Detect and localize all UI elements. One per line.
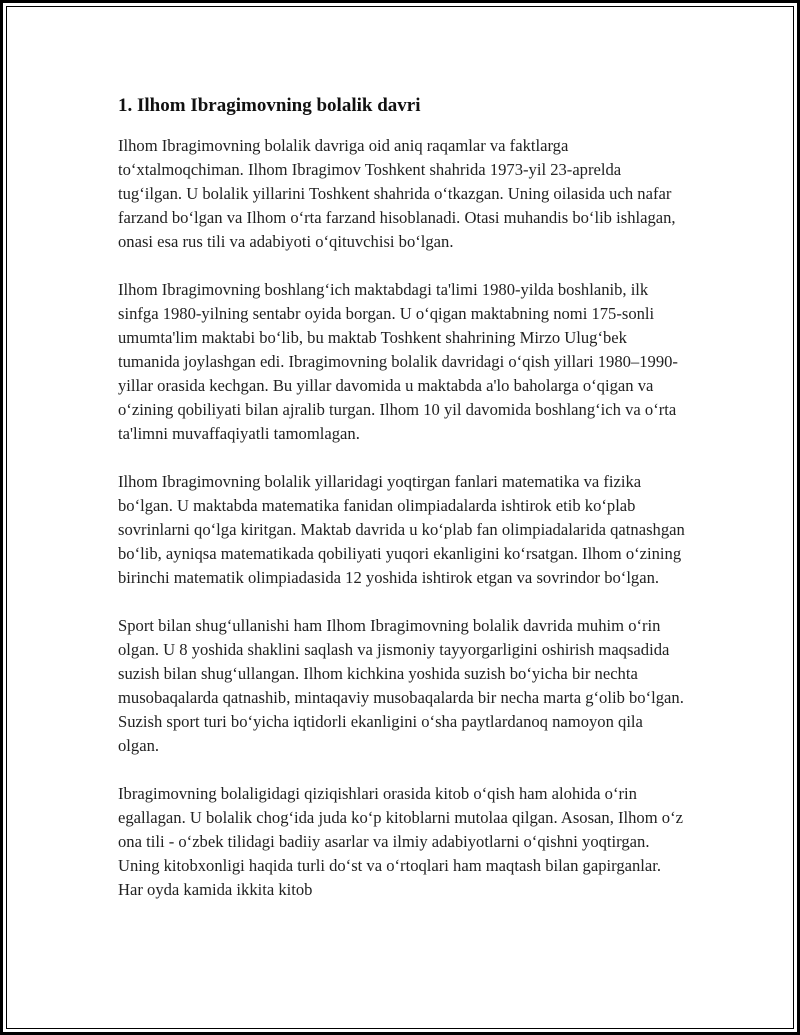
paragraph-2: Ilhom Ibragimovning boshlang‘ich maktabdagi ta'limi 1980-yilda boshlanib, ilk sinfga 1980-yilning sentabr oyida borgan. U o‘qigan maktabning nomi 175-sonli umumta'lim maktabi bo‘lib, bu maktab Toshkent shahrining Mirzo Ulug‘bek tumanida joylashgan edi. Ibragimovning bolalik davridagi o‘qish yillari 1980–1990-yillar orasida kechgan. Bu yillar davomida u maktabda a'lo baholarga o‘qigan va o‘zining qobiliyati bilan ajralib turgan. Ilhom 10 yil davomida boshlang‘ich va o‘rta ta'limni muvaffaqiyatli tamomlagan. — [118, 280, 678, 443]
section-heading: 1. Ilhom Ibragimovning bolalik davri — [118, 95, 421, 116]
paragraph-4: Sport bilan shug‘ullanishi ham Ilhom Ibragimovning bolalik davrida muhim o‘rin olgan. U 8 yoshida shaklini saqlash va jismoniy tayyorgarligini oshirish maqsadida suzish bilan shug‘ullangan. Ilhom kichkina yoshida suzish bo‘yicha bir nechta musobaqalarda qatnashib, mintaqaviy musobaqalarda bir necha marta g‘olib bo‘lgan. Suzish sport turi bo‘yicha iqtidorli ekanligini o‘sha paytlardanoq namoyon qila olgan. — [118, 616, 684, 755]
paragraph-1: Ilhom Ibragimovning bolalik davriga oid aniq raqamlar va faktlarga to‘xtalmoqchiman. Ilhom Ibragimov Toshkent shahrida 1973-yil 23-aprelda tug‘ilgan. U bolalik yillarini Toshkent shahrida o‘tkazgan. Uning oilasida uch nafar farzand bo‘lgan va Ilhom o‘rta farzand hisoblanadi. Otasi muhandis bo‘lib ishlagan, onasi esa rus tili va adabiyoti o‘qituvchisi bo‘lgan. — [118, 136, 676, 251]
document-body — [118, 92, 688, 926]
paragraph-3: Ilhom Ibragimovning bolalik yillaridagi yoqtirgan fanlari matematika va fizika bo‘lgan. U maktabda matematika fanidan olimpiadalarda ishtirok etib ko‘plab sovrinlarni qo‘lga kiritgan. Maktab davrida u ko‘plab fan olimpiadalarida qatnashgan bo‘lib, ayniqsa matematikada qobiliyati yuqori ekanligini ko‘rsatgan. Ilhom o‘zining birinchi matematik olimpiadasida 12 yoshida ishtirok etgan va sovrindor bo‘lgan. — [118, 472, 685, 587]
paragraph-5: Ibragimovning bolaligidagi qiziqishlari orasida kitob o‘qish ham alohida o‘rin egallagan. U bolalik chog‘ida juda ko‘p kitoblarni mutolaa qilgan. Asosan, Ilhom o‘z ona tili - o‘zbek tilidagi badiiy asarlar va ilmiy adabiyotlarni o‘qishni yoqtirgan. Uning kitobxonligi haqida turli do‘st va o‘rtoqlari ham maqtash bilan gapirganlar. Har oyda kamida ikkita kitob — [118, 784, 683, 899]
